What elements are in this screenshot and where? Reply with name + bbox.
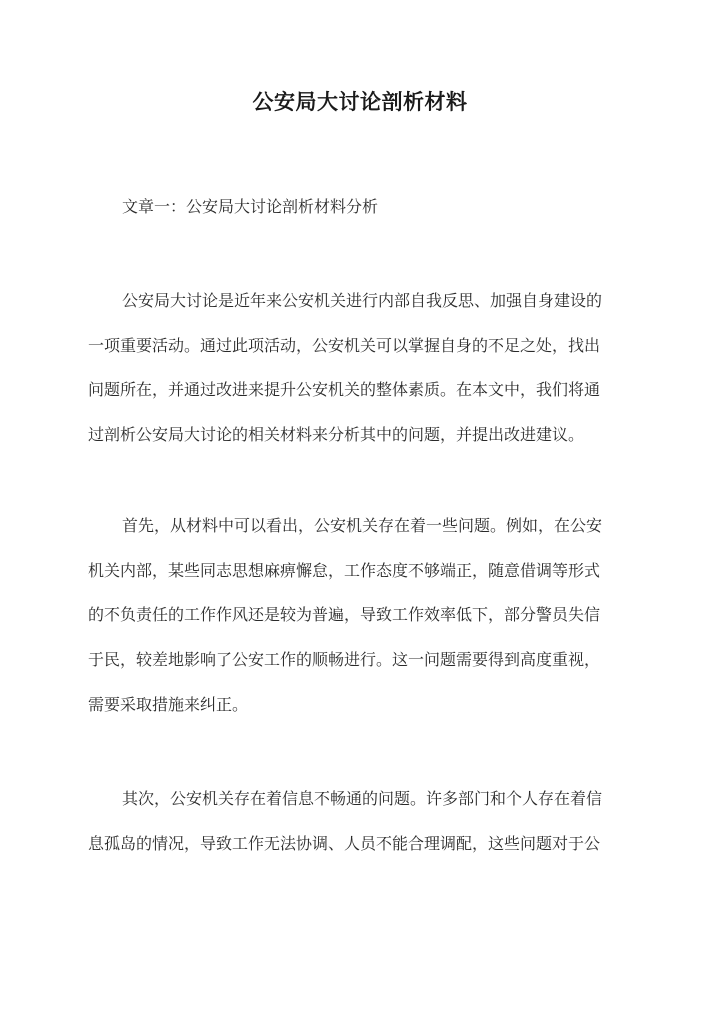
paragraph-1 <box>88 287 648 466</box>
paragraph-line: 于民，较差地影响了公安工作的顺畅进行。这一问题需要得到高度重视， <box>88 650 601 670</box>
paragraph-line: 一项重要活动。通过此项活动，公安机关可以掌握自身的不足之处，找出 <box>88 335 601 355</box>
paragraph-line: 首先，从材料中可以看出，公安机关存在着一些问题。例如，在公安 <box>122 516 603 535</box>
paragraph-line: 问题所在，并通过改进来提升公安机关的整体素质。在本文中，我们将通 <box>88 380 601 400</box>
paragraph-2 <box>88 512 648 735</box>
paragraph-line: 机关内部，某些同志思想麻痹懈怠，工作态度不够端正，随意借调等形式 <box>88 560 601 580</box>
paragraph-3 <box>88 785 648 874</box>
paragraph-line: 的不负责任的工作作风还是较为普遍，导致工作效率低下，部分警员失信 <box>88 605 601 625</box>
paragraph-line: 需要采取措施来纠正。 <box>88 694 249 714</box>
document-subtitle: 文章一：公安局大讨论剖析材料分析 <box>122 197 379 216</box>
document-title: 公安局大讨论剖析材料 <box>252 89 468 114</box>
paragraph-line: 过剖析公安局大讨论的相关材料来分析其中的问题，并提出改进建议。 <box>88 425 585 445</box>
paragraph-line: 其次，公安机关存在着信息不畅通的问题。许多部门和个人存在着信 <box>122 789 603 808</box>
paragraph-line: 息孤岛的情况，导致工作无法协调、人员不能合理调配，这些问题对于公 <box>88 833 601 853</box>
paragraph-line: 公安局大讨论是近年来公安机关进行内部自我反思、加强自身建设的 <box>122 291 603 310</box>
